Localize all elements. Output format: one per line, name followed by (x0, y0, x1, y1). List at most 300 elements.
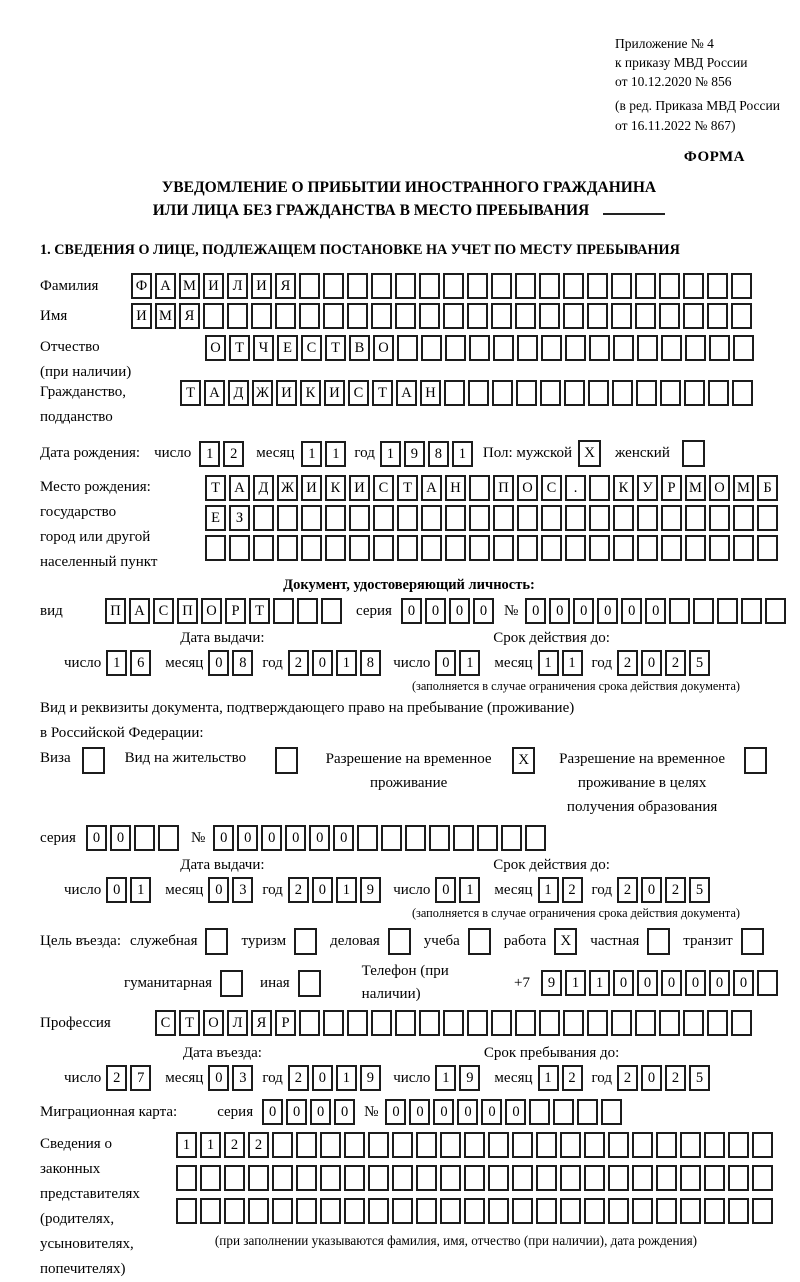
char-cell[interactable] (541, 335, 562, 361)
char-cell[interactable]: 1 (199, 441, 220, 467)
char-cell[interactable]: 0 (435, 650, 456, 676)
char-cell[interactable] (717, 598, 738, 624)
char-cell[interactable] (477, 825, 498, 851)
char-cell[interactable] (248, 1198, 269, 1224)
char-cell[interactable] (612, 380, 633, 406)
char-cell[interactable]: С (541, 475, 562, 501)
char-cell[interactable]: 0 (641, 650, 662, 676)
char-cell[interactable]: И (324, 380, 345, 406)
char-cell[interactable]: Е (277, 335, 298, 361)
char-cell[interactable]: М (685, 475, 706, 501)
char-cell[interactable] (704, 1198, 725, 1224)
char-cell[interactable]: М (179, 273, 200, 299)
char-cell[interactable]: 2 (106, 1065, 127, 1091)
char-cell[interactable] (392, 1198, 413, 1224)
char-cell[interactable] (176, 1198, 197, 1224)
char-cell[interactable]: 5 (689, 1065, 710, 1091)
char-cell[interactable] (325, 535, 346, 561)
char-cell[interactable] (349, 505, 370, 531)
char-cell[interactable] (299, 303, 320, 329)
char-cell[interactable] (536, 1132, 557, 1158)
char-cell[interactable] (709, 535, 730, 561)
char-cell[interactable] (392, 1165, 413, 1191)
char-cell[interactable] (553, 1099, 574, 1125)
char-cell[interactable] (323, 1010, 344, 1036)
residence-issue-month-cells[interactable] (208, 877, 253, 903)
char-cell[interactable]: Р (661, 475, 682, 501)
char-cell[interactable] (421, 535, 442, 561)
char-cell[interactable] (731, 1010, 752, 1036)
char-cell[interactable]: 0 (435, 877, 456, 903)
char-cell[interactable] (587, 303, 608, 329)
char-cell[interactable] (613, 505, 634, 531)
gender-male-checkbox[interactable]: X (578, 440, 601, 467)
char-cell[interactable]: 5 (689, 650, 710, 676)
char-cell[interactable]: Т (249, 598, 270, 624)
doc-issue-day-cells[interactable] (106, 650, 151, 676)
char-cell[interactable] (416, 1165, 437, 1191)
char-cell[interactable] (539, 273, 560, 299)
char-cell[interactable] (733, 505, 754, 531)
char-cell[interactable]: 1 (106, 650, 127, 676)
char-cell[interactable]: Ч (253, 335, 274, 361)
char-cell[interactable]: М (733, 475, 754, 501)
char-cell[interactable] (488, 1198, 509, 1224)
char-cell[interactable] (200, 1165, 221, 1191)
char-cell[interactable] (488, 1165, 509, 1191)
char-cell[interactable] (253, 505, 274, 531)
char-cell[interactable] (253, 535, 274, 561)
char-cell[interactable]: Д (253, 475, 274, 501)
char-cell[interactable] (661, 335, 682, 361)
char-cell[interactable] (613, 335, 634, 361)
char-cell[interactable] (752, 1198, 773, 1224)
purpose-tourism-checkbox[interactable] (294, 928, 317, 955)
char-cell[interactable] (445, 505, 466, 531)
char-cell[interactable] (708, 380, 729, 406)
char-cell[interactable] (368, 1132, 389, 1158)
char-cell[interactable] (563, 273, 584, 299)
representatives-cells-row3[interactable] (176, 1198, 773, 1224)
char-cell[interactable] (272, 1198, 293, 1224)
temp-residence-checkbox[interactable]: X (512, 747, 535, 774)
char-cell[interactable]: М (155, 303, 176, 329)
char-cell[interactable] (392, 1132, 413, 1158)
char-cell[interactable]: Н (445, 475, 466, 501)
char-cell[interactable]: 0 (401, 598, 422, 624)
char-cell[interactable]: 0 (661, 970, 682, 996)
char-cell[interactable]: 0 (208, 1065, 229, 1091)
char-cell[interactable]: 0 (473, 598, 494, 624)
char-cell[interactable]: О (517, 475, 538, 501)
char-cell[interactable]: 1 (301, 441, 322, 467)
char-cell[interactable] (765, 598, 786, 624)
char-cell[interactable] (323, 303, 344, 329)
char-cell[interactable] (709, 505, 730, 531)
char-cell[interactable]: 0 (385, 1099, 406, 1125)
char-cell[interactable] (660, 380, 681, 406)
char-cell[interactable] (493, 535, 514, 561)
char-cell[interactable]: 0 (309, 825, 330, 851)
residence-issue-year-cells[interactable] (288, 877, 381, 903)
char-cell[interactable] (752, 1132, 773, 1158)
char-cell[interactable] (445, 535, 466, 561)
stay-day-cells[interactable] (435, 1065, 480, 1091)
char-cell[interactable]: 1 (538, 1065, 559, 1091)
char-cell[interactable] (296, 1132, 317, 1158)
char-cell[interactable]: О (205, 335, 226, 361)
char-cell[interactable]: 1 (325, 441, 346, 467)
char-cell[interactable]: 0 (449, 598, 470, 624)
char-cell[interactable] (224, 1198, 245, 1224)
residence-issue-day-cells[interactable] (106, 877, 151, 903)
char-cell[interactable]: 0 (262, 1099, 283, 1125)
char-cell[interactable]: 1 (459, 650, 480, 676)
char-cell[interactable]: 2 (617, 877, 638, 903)
char-cell[interactable] (680, 1132, 701, 1158)
char-cell[interactable] (323, 273, 344, 299)
char-cell[interactable] (277, 535, 298, 561)
char-cell[interactable] (659, 303, 680, 329)
birth-place-cells-row3[interactable] (205, 535, 778, 561)
char-cell[interactable] (608, 1198, 629, 1224)
char-cell[interactable]: 2 (617, 650, 638, 676)
birth-year-cells[interactable] (380, 441, 473, 467)
char-cell[interactable]: 0 (310, 1099, 331, 1125)
char-cell[interactable] (635, 273, 656, 299)
visa-checkbox[interactable] (82, 747, 105, 774)
char-cell[interactable] (419, 273, 440, 299)
char-cell[interactable]: 0 (645, 598, 666, 624)
char-cell[interactable] (488, 1132, 509, 1158)
char-cell[interactable]: 0 (549, 598, 570, 624)
char-cell[interactable] (368, 1165, 389, 1191)
char-cell[interactable] (512, 1198, 533, 1224)
char-cell[interactable] (325, 505, 346, 531)
stay-month-cells[interactable] (538, 1065, 583, 1091)
char-cell[interactable]: 1 (589, 970, 610, 996)
char-cell[interactable] (421, 505, 442, 531)
entry-month-cells[interactable] (208, 1065, 253, 1091)
char-cell[interactable]: 8 (360, 650, 381, 676)
char-cell[interactable] (684, 380, 705, 406)
residence-permit-checkbox[interactable] (275, 747, 298, 774)
char-cell[interactable] (373, 505, 394, 531)
char-cell[interactable] (539, 303, 560, 329)
char-cell[interactable]: К (300, 380, 321, 406)
char-cell[interactable] (584, 1198, 605, 1224)
char-cell[interactable] (731, 273, 752, 299)
char-cell[interactable] (373, 535, 394, 561)
char-cell[interactable]: А (421, 475, 442, 501)
char-cell[interactable]: 0 (261, 825, 282, 851)
char-cell[interactable] (709, 335, 730, 361)
char-cell[interactable] (371, 303, 392, 329)
char-cell[interactable] (757, 535, 778, 561)
char-cell[interactable] (707, 1010, 728, 1036)
char-cell[interactable] (704, 1165, 725, 1191)
char-cell[interactable]: 3 (232, 877, 253, 903)
char-cell[interactable]: Т (205, 475, 226, 501)
char-cell[interactable]: 0 (312, 1065, 333, 1091)
char-cell[interactable] (205, 535, 226, 561)
char-cell[interactable] (517, 505, 538, 531)
char-cell[interactable]: К (613, 475, 634, 501)
char-cell[interactable] (419, 303, 440, 329)
char-cell[interactable]: К (325, 475, 346, 501)
char-cell[interactable] (272, 1132, 293, 1158)
char-cell[interactable]: 0 (208, 650, 229, 676)
char-cell[interactable] (200, 1198, 221, 1224)
char-cell[interactable] (683, 1010, 704, 1036)
doc-number-cells[interactable] (525, 598, 786, 624)
char-cell[interactable] (440, 1198, 461, 1224)
char-cell[interactable]: Я (275, 273, 296, 299)
char-cell[interactable] (587, 1010, 608, 1036)
char-cell[interactable] (443, 273, 464, 299)
char-cell[interactable]: А (129, 598, 150, 624)
char-cell[interactable] (248, 1165, 269, 1191)
char-cell[interactable] (469, 335, 490, 361)
char-cell[interactable]: 0 (613, 970, 634, 996)
char-cell[interactable] (564, 380, 585, 406)
char-cell[interactable]: 1 (336, 877, 357, 903)
char-cell[interactable]: С (153, 598, 174, 624)
char-cell[interactable]: 0 (213, 825, 234, 851)
char-cell[interactable] (301, 535, 322, 561)
char-cell[interactable] (320, 1165, 341, 1191)
char-cell[interactable] (637, 505, 658, 531)
char-cell[interactable] (529, 1099, 550, 1125)
char-cell[interactable]: 0 (333, 825, 354, 851)
char-cell[interactable]: 9 (541, 970, 562, 996)
char-cell[interactable] (613, 535, 634, 561)
char-cell[interactable] (344, 1165, 365, 1191)
char-cell[interactable]: С (348, 380, 369, 406)
char-cell[interactable] (757, 970, 778, 996)
char-cell[interactable]: 2 (562, 877, 583, 903)
char-cell[interactable] (491, 303, 512, 329)
char-cell[interactable] (176, 1165, 197, 1191)
char-cell[interactable]: 9 (459, 1065, 480, 1091)
char-cell[interactable] (565, 535, 586, 561)
char-cell[interactable]: 0 (685, 970, 706, 996)
doc-issue-month-cells[interactable] (208, 650, 253, 676)
char-cell[interactable] (429, 825, 450, 851)
char-cell[interactable]: 1 (452, 441, 473, 467)
char-cell[interactable]: С (373, 475, 394, 501)
char-cell[interactable]: 0 (409, 1099, 430, 1125)
char-cell[interactable]: Д (228, 380, 249, 406)
char-cell[interactable] (589, 535, 610, 561)
char-cell[interactable] (229, 535, 250, 561)
char-cell[interactable]: 6 (130, 650, 151, 676)
char-cell[interactable]: О (709, 475, 730, 501)
char-cell[interactable] (632, 1198, 653, 1224)
char-cell[interactable] (512, 1132, 533, 1158)
char-cell[interactable]: И (301, 475, 322, 501)
char-cell[interactable]: 0 (641, 877, 662, 903)
temp-residence-education-checkbox[interactable] (744, 747, 767, 774)
char-cell[interactable] (685, 505, 706, 531)
char-cell[interactable]: 0 (637, 970, 658, 996)
char-cell[interactable]: 1 (336, 650, 357, 676)
char-cell[interactable] (493, 505, 514, 531)
char-cell[interactable] (636, 380, 657, 406)
char-cell[interactable] (395, 1010, 416, 1036)
char-cell[interactable] (515, 303, 536, 329)
char-cell[interactable] (467, 303, 488, 329)
gender-female-checkbox[interactable] (682, 440, 705, 467)
char-cell[interactable] (565, 505, 586, 531)
char-cell[interactable]: 0 (86, 825, 107, 851)
char-cell[interactable] (464, 1165, 485, 1191)
char-cell[interactable]: Я (251, 1010, 272, 1036)
char-cell[interactable]: 8 (232, 650, 253, 676)
char-cell[interactable]: . (565, 475, 586, 501)
char-cell[interactable] (637, 535, 658, 561)
char-cell[interactable]: И (131, 303, 152, 329)
char-cell[interactable] (397, 505, 418, 531)
char-cell[interactable]: 2 (665, 650, 686, 676)
char-cell[interactable]: Ж (252, 380, 273, 406)
purpose-humanitarian-checkbox[interactable] (220, 970, 243, 997)
char-cell[interactable]: 8 (428, 441, 449, 467)
char-cell[interactable]: И (276, 380, 297, 406)
char-cell[interactable]: 2 (288, 877, 309, 903)
char-cell[interactable] (321, 598, 342, 624)
char-cell[interactable] (560, 1132, 581, 1158)
char-cell[interactable] (515, 273, 536, 299)
char-cell[interactable] (320, 1198, 341, 1224)
char-cell[interactable] (577, 1099, 598, 1125)
char-cell[interactable]: П (177, 598, 198, 624)
doc-type-cells[interactable] (105, 598, 342, 624)
char-cell[interactable]: Н (420, 380, 441, 406)
char-cell[interactable] (273, 598, 294, 624)
char-cell[interactable] (467, 273, 488, 299)
char-cell[interactable] (491, 1010, 512, 1036)
surname-cells[interactable] (131, 273, 752, 299)
char-cell[interactable] (349, 535, 370, 561)
char-cell[interactable] (563, 303, 584, 329)
char-cell[interactable] (357, 825, 378, 851)
residence-valid-day-cells[interactable] (435, 877, 480, 903)
char-cell[interactable] (251, 303, 272, 329)
char-cell[interactable] (416, 1198, 437, 1224)
char-cell[interactable] (296, 1165, 317, 1191)
char-cell[interactable]: 2 (665, 1065, 686, 1091)
char-cell[interactable]: О (201, 598, 222, 624)
char-cell[interactable]: 0 (433, 1099, 454, 1125)
birth-day-cells[interactable] (199, 441, 244, 467)
char-cell[interactable]: Ж (277, 475, 298, 501)
char-cell[interactable]: 0 (641, 1065, 662, 1091)
phone-cells[interactable] (541, 970, 778, 996)
migration-series-cells[interactable] (262, 1099, 355, 1125)
char-cell[interactable]: Р (275, 1010, 296, 1036)
doc-issue-year-cells[interactable] (288, 650, 381, 676)
char-cell[interactable]: З (229, 505, 250, 531)
char-cell[interactable] (469, 535, 490, 561)
char-cell[interactable] (464, 1132, 485, 1158)
char-cell[interactable] (661, 535, 682, 561)
char-cell[interactable] (601, 1099, 622, 1125)
representatives-cells-row1[interactable] (176, 1132, 773, 1158)
entry-day-cells[interactable] (106, 1065, 151, 1091)
char-cell[interactable] (381, 825, 402, 851)
residence-valid-month-cells[interactable] (538, 877, 583, 903)
char-cell[interactable]: 1 (336, 1065, 357, 1091)
char-cell[interactable] (589, 505, 610, 531)
char-cell[interactable] (733, 535, 754, 561)
char-cell[interactable]: Т (229, 335, 250, 361)
char-cell[interactable]: А (204, 380, 225, 406)
char-cell[interactable] (707, 303, 728, 329)
char-cell[interactable]: 1 (562, 650, 583, 676)
char-cell[interactable] (467, 1010, 488, 1036)
char-cell[interactable] (656, 1198, 677, 1224)
char-cell[interactable] (347, 273, 368, 299)
char-cell[interactable] (371, 1010, 392, 1036)
char-cell[interactable] (608, 1132, 629, 1158)
char-cell[interactable] (669, 598, 690, 624)
char-cell[interactable]: 0 (573, 598, 594, 624)
char-cell[interactable] (464, 1198, 485, 1224)
char-cell[interactable] (541, 535, 562, 561)
char-cell[interactable] (587, 273, 608, 299)
patronymic-cells[interactable] (205, 335, 754, 361)
char-cell[interactable]: 1 (380, 441, 401, 467)
char-cell[interactable] (637, 335, 658, 361)
char-cell[interactable] (395, 273, 416, 299)
char-cell[interactable] (492, 380, 513, 406)
char-cell[interactable]: Е (205, 505, 226, 531)
char-cell[interactable] (661, 505, 682, 531)
char-cell[interactable]: Я (179, 303, 200, 329)
birth-place-cells-row1[interactable] (205, 475, 778, 501)
char-cell[interactable] (539, 1010, 560, 1036)
char-cell[interactable]: 0 (621, 598, 642, 624)
given-name-cells[interactable] (131, 303, 752, 329)
char-cell[interactable] (525, 825, 546, 851)
char-cell[interactable]: Р (225, 598, 246, 624)
purpose-other-checkbox[interactable] (298, 970, 321, 997)
char-cell[interactable] (563, 1010, 584, 1036)
char-cell[interactable]: 0 (286, 1099, 307, 1125)
char-cell[interactable] (299, 273, 320, 299)
char-cell[interactable]: 1 (538, 877, 559, 903)
char-cell[interactable] (608, 1165, 629, 1191)
char-cell[interactable] (275, 303, 296, 329)
char-cell[interactable] (611, 273, 632, 299)
char-cell[interactable] (536, 1165, 557, 1191)
char-cell[interactable] (440, 1165, 461, 1191)
char-cell[interactable] (405, 825, 426, 851)
char-cell[interactable]: 9 (360, 877, 381, 903)
char-cell[interactable]: 0 (733, 970, 754, 996)
char-cell[interactable] (728, 1165, 749, 1191)
char-cell[interactable]: 0 (237, 825, 258, 851)
char-cell[interactable] (397, 335, 418, 361)
char-cell[interactable] (704, 1132, 725, 1158)
migration-number-cells[interactable] (385, 1099, 622, 1125)
char-cell[interactable]: 2 (562, 1065, 583, 1091)
char-cell[interactable]: 3 (232, 1065, 253, 1091)
char-cell[interactable] (516, 380, 537, 406)
char-cell[interactable]: 2 (288, 1065, 309, 1091)
char-cell[interactable]: 2 (224, 1132, 245, 1158)
